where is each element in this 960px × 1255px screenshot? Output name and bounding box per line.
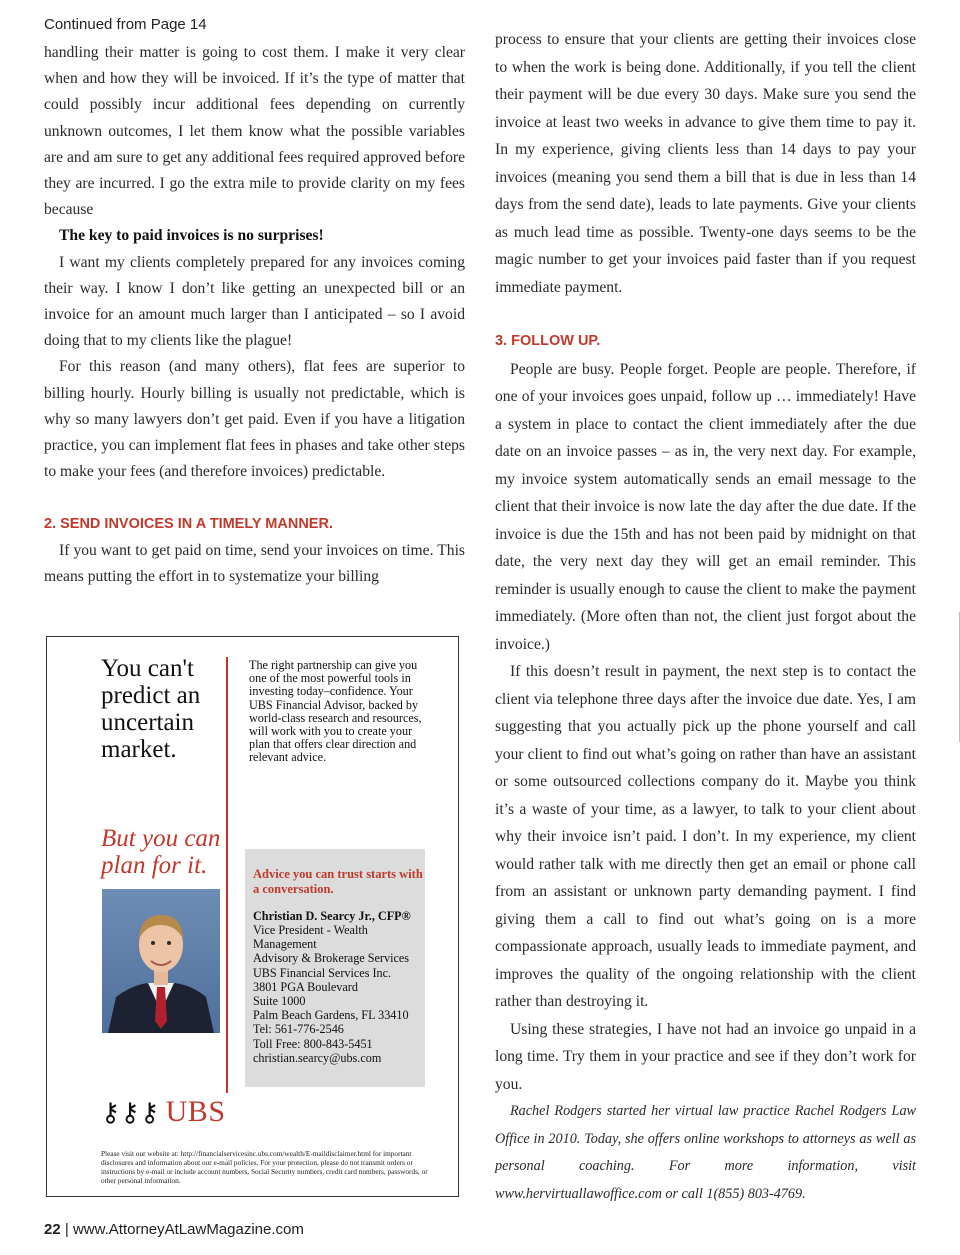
ad-contact-panel [245, 849, 425, 1087]
ad-body-text: The right partnership can give you one of the most powerful tools in investing today–confidence. Your UBS Financial Advisor, backed by world-class research and resources, will work with you to create your plan that offers clear direction and relevant advice. [249, 658, 422, 765]
paragraph: Using these strategies, I have not had an invoice go unpaid in a long time. Try them in your practice and see if they don’t work for you. [495, 1020, 916, 1093]
spacer [495, 301, 916, 328]
ubs-advertisement [46, 636, 459, 1197]
ad-tagline: But you can plan for it. [101, 825, 221, 879]
advisor-details [253, 923, 425, 1065]
ad-disclaimer: Please visit our website at: http://financialservicesinc.ubs.com/wealth/E-maildisclaimer.html for important disclosures and information about our e-mail policies. For your protection, please do not transmit orders or instructions by e-mail or include account numbers, Social Security numbers, credit card numbers, passwords, or other personal information. [101, 1149, 428, 1185]
advisor-photo [102, 889, 220, 1033]
advisor-detail-line: UBS Financial Services Inc. [253, 965, 392, 980]
advisor-detail-line: Advisory & Brokerage Services [253, 951, 410, 966]
ad-contact-heading: Advice you can trust starts with a conversation. [253, 867, 423, 896]
advisor-detail-line: Vice President - Wealth [253, 923, 368, 937]
page-number: 22 [44, 1221, 61, 1238]
author-byline: Rachel Rodgers started her virtual law practice Rachel Rodgers Law Office in 2010. Today, she offers online workshops to attorneys as well as personal coaching. For more information, visit www.hervirtuallawoffice.com or call 1(855) 803-4769. [495, 1103, 916, 1202]
advisor-portrait-icon [102, 889, 220, 1033]
advisor-detail-line: Toll Free: 800-843-5451 [253, 1036, 373, 1051]
footer-separator: | [64, 1221, 69, 1238]
advisor-email: christian.searcy@ubs.com [253, 1050, 382, 1065]
ad-headline: You can't predict an uncertain market. [101, 655, 201, 763]
magazine-website-link[interactable]: www.AttorneyAtLawMagazine.com [72, 1221, 304, 1238]
paragraph: People are busy. People forget. People are people. Therefore, if one of your invoices goes unpaid, follow up … immediately! Have a system in place to contact the client immediately after the due date on an invoice passes – as in, the very next day. For example, my invoice system automatically sends an email message to the client that their invoice is now late the day after the due date. If the invoice is due the 15th and has not been paid by midnight on that date, the very next day they will get an email reminder. This reminder is usually enough to cause the client to make the payment immediately. (More often than not, the client just forgot about the invoice.) [495, 360, 916, 653]
paragraph: handling their matter is going to cost them. I make it very clear when and how they will be invoiced. If it’s the type of matter that could possibly incur additional fees depending on currently unknown outcomes, I let them know what the possible variables are and am sure to get any additional fees required approved before they are incurred. I go the extra mile to provide clarity on my fees because [44, 44, 465, 219]
advisor-detail-line: Palm Beach Gardens, FL 33410 [253, 1008, 409, 1023]
paragraph: process to ensure that your clients are getting their invoices close to when the work is being done. Additionally, if you tell the client their payment will be due every 30 days. Make sure you send the invoice at least two weeks in advance to give them time to pay it. In my experience, giving clients less than 14 days to pay your invoices (meaning you send them a bill that is due in less than 14 days from the send date), leads to late payments. Give your clients as much lead time as possible. Twenty-one days seems to be the magic number to get your invoices paid faster than if you request immediate payment. [495, 31, 916, 296]
page-footer [44, 1221, 304, 1238]
advisor-name: Christian D. Searcy Jr., CFP® [253, 909, 411, 923]
paragraph: If this doesn’t result in payment, the next step is to contact the client via telephone three days after the invoice due date. Yes, I am suggesting that you actually pick up the phone yourself and call your client to find out what’s going on rather than have an assistant or some outsourced collections company do it. Maybe you think it’s a waste of your time, as a lawyer, to talk to your client about why their invoice isn’t paid. I don’t. In my experience, my client would rather talk with me directly then get an email or phone call from an assistant or unknown party demanding payment. I find giving them a call to find out what’s going on is a more compassionate approach, usually leads to immediate payment, and improves the quality of the ongoing relationship with the client rather than destroying it. [495, 663, 916, 1010]
advisor-detail-line: Suite 1000 [253, 994, 306, 1009]
advisor-detail-line: 3801 PGA Boulevard [253, 979, 358, 994]
spacer [44, 485, 465, 511]
section-heading-follow-up: 3. FOLLOW UP. [495, 333, 601, 349]
advisor-detail-line: Management [253, 937, 317, 952]
paragraph: For this reason (and many others), flat fees are superior to billing hourly. Hourly billing is usually not predictable, which is why so many lawyers don’t get paid. Even if you have a litigation practice, you can implement flat fees in phases and take other steps to make your fees (and therefore invoices) predictable. [44, 358, 465, 481]
key-statement: The key to paid invoices is no surprises! [59, 227, 324, 245]
right-column [495, 26, 916, 1208]
ubs-logo [101, 1095, 226, 1129]
continued-from-label: Continued from Page 14 [44, 16, 207, 33]
section-heading-send-invoices: 2. SEND INVOICES IN A TIMELY MANNER. [44, 516, 333, 533]
ubs-logo-text: UBS [165, 1095, 226, 1128]
left-column [44, 40, 465, 590]
paragraph: If you want to get paid on time, send your invoices on time. This means putting the effort in to systematize your billing [44, 541, 465, 585]
ubs-keys-icon: ⚷⚷⚷ [101, 1098, 160, 1127]
advisor-detail-line: Tel: 561-776-2546 [253, 1022, 344, 1037]
paragraph: I want my clients completely prepared for any invoices coming their way. I know I don’t like getting an unexpected bill or an invoice for an amount much larger than I anticipated – so I avoid doing that to my clients like the plague! [44, 253, 465, 350]
